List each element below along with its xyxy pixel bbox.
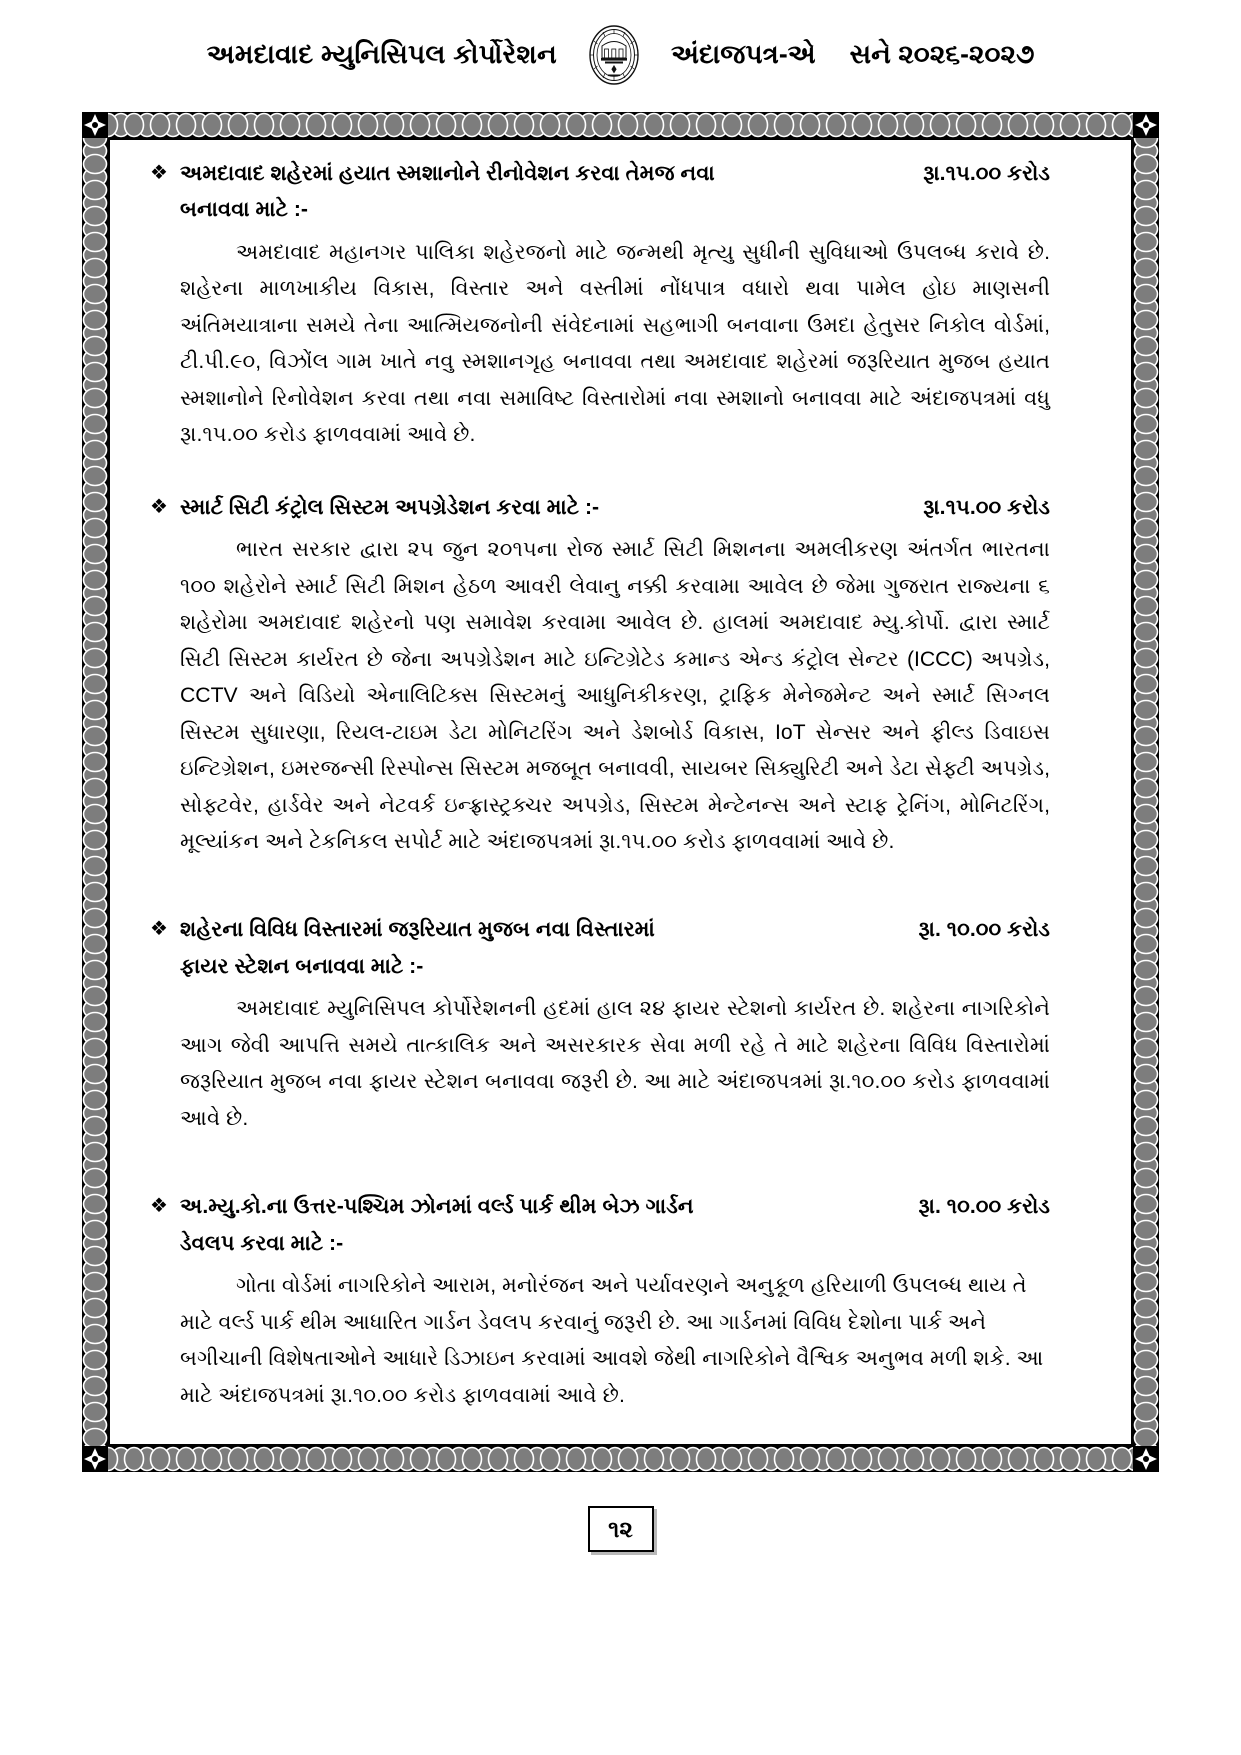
budget-item-title-line2: બનાવવા માટે :-: [180, 198, 308, 222]
organization-name: અમદાવાદ મ્યુનિસિપલ કોર્પોરેશન: [206, 39, 557, 69]
budget-item-title-line2: ડેવલપ કરવા માટે :-: [180, 1231, 344, 1255]
document-header-right: [671, 39, 1034, 71]
budget-item: [150, 156, 1050, 454]
page-header: [0, 0, 1241, 96]
border-corner-ornament-top-right: [1133, 112, 1159, 138]
budget-item: [150, 912, 1050, 1137]
diamond-bullet-icon: ❖: [150, 162, 168, 184]
budget-item-amount: રૂા.૧૫.૦૦ કરોડ: [923, 162, 1050, 185]
budget-item-heading: [150, 156, 1050, 192]
budget-item-amount: રૂા. ૧૦.૦૦ કરોડ: [918, 918, 1050, 942]
budget-item-title: [180, 490, 882, 526]
border-chain-band-top: [108, 112, 1133, 138]
budget-item-title-line1: અમદાવાદ શહેરમાં હયાત સ્મશાનોને રીનોવેશન કરવા તેમજ નવા: [180, 162, 715, 185]
section-spacer: [150, 480, 1050, 490]
budget-item-heading: [150, 1189, 1050, 1225]
budget-item-title-line1: સ્માર્ટ સિટી કંટ્રોલ સિસ્ટમ અપગ્રેડેશન કરવા માટે :-: [180, 495, 600, 519]
amc-municipal-seal-icon: [583, 24, 645, 86]
budget-document-title: અંદાજપત્ર-એ: [671, 39, 816, 69]
budget-item-title: [180, 1189, 882, 1225]
budget-item-description: ભારત સરકાર દ્વારા ૨૫ જુન ૨૦૧૫ના રોજ સ્માર્ટ સિટી મિશનના અમલીકરણ અંતર્ગત ભારતના ૧૦૦ શહેરોને સ્માર્ટ સિટી મિશન હેઠળ આવરી લેવાનુ નક્કી કરવામા આવેલ છે જેમા ગુજરાત રાજ્યના ૬ શહેરોમા અમદાવાદ શહેરનો પણ સમાવેશ કરવામા આવેલ છે. હાલમાં અમદાવાદ મ્યુ.કોર્પો. દ્વારા સ્માર્ટ સિટી સિસ્ટમ કાર્યરત છે જેના અપગ્રેડેશન માટે ઇન્ટિગ્રેટેડ કમાન્ડ એન્ડ કંટ્રોલ સેન્ટર (ICCC) અપગ્રેડ, CCTV અને વિડિયો એનાલિટિક્સ સિસ્ટમનું આધુનિકીકરણ, ટ્રાફિક મેનેજમેન્ટ અને સ્માર્ટ સિગ્નલ સિસ્ટમ સુધારણા, રિયલ-ટાઇમ ડેટા મોનિટરિંગ અને ડેશબોર્ડ વિકાસ, IoT સેન્સર અને ફીલ્ડ ડિવાઇસ ઇન્ટિગ્રેશન, ઇમરજન્સી રિસ્પોન્સ સિસ્ટમ મજબૂત બનાવવી, સાયબર સિક્યુરિટી અને ડેટા સેફ્ટી અપગ્રેડ, સોફ્ટવેર, હાર્ડવેર અને નેટવર્ક ઇન્ફ્રાસ્ટ્રક્ચર અપગ્રેડ, સિસ્ટમ મેન્ટેનન્સ અને સ્ટાફ ટ્રેનિંગ, મોનિટરિંગ, મૂલ્યાંકન અને ટેકનિકલ સપોર્ટ માટે અંદાજપત્રમાં રૂા.૧૫.૦૦ કરોડ ફાળવવામાં આવે છે.: [180, 538, 1050, 853]
budget-item-description: અમદાવાદ મહાનગર પાલિકા શહેરજનો માટે જન્મથી મૃત્યુ સુધીની સુવિધાઓ ઉપલબ્ધ કરાવે છે. શહેરના માળખાકીય વિકાસ, વિસ્તાર અને વસ્તીમાં નોંધપાત્ર વધારો થવા પામેલ હોઇ માણસની અંતિમયાત્રાના સમયે તેના આત્મિયજનોની સંવેદનામાં સહભાગી બનવાના ઉમદા હેતુસર નિકોલ વોર્ડમાં, ટી.પી.૯૦, વિઝોંલ ગામ ખાતે નવુ સ્મશાનગૃહ બનાવવા તથા અમદાવાદ શહેરમાં જરૂરિયાત મુજબ હયાત સ્મશાનોને રિનોવેશન કરવા તથા નવા સમાવિષ્ટ વિસ્તારોમાં નવા સ્મશાનો બનાવવા માટે અંદાજપત્રમાં વધુ રૂા.૧૫.૦૦ કરોડ ફાળવવામાં આવે છે.: [180, 240, 1050, 447]
budget-item-title-line2: ફાયર સ્ટેશન બનાવવા માટે :-: [180, 954, 424, 978]
budget-item-description: ગોતા વોર્ડમાં નાગરિકોને આરામ, મનોરંજન અને પર્યાવરણને અનુકૂળ હરિયાળી ઉપલબ્ધ થાય તે માટે વર્લ્ડ પાર્ક થીમ આધારિત ગાર્ડન ડેવલપ કરવાનું જરૂરી છે. આ ગાર્ડનમાં વિવિધ દેશોના પાર્ક અને બગીચાની વિશેષતાઓને આધારે ડિઝાઇન કરવામાં આવશે જેથી નાગરિકોને વૈશ્વિક અનુભવ મળી શકે. આ માટે અંદાજપત્રમાં રૂા.૧૦.૦૦ કરોડ ફાળવવામાં આવે છે.: [180, 1274, 1044, 1407]
budget-item-amount: રૂા.૧૫.૦૦ કરોડ: [923, 495, 1050, 519]
budget-item-heading: [150, 912, 1050, 948]
budget-item-title: [180, 912, 882, 948]
diamond-bullet-icon: ❖: [150, 1195, 168, 1218]
border-chain-band-right: [1133, 138, 1159, 1446]
budget-items-list: [150, 156, 1050, 1440]
page-number-badge: ૧૨: [588, 1506, 654, 1552]
budget-item-amount: રૂા. ૧૦.૦૦ કરોડ: [918, 1195, 1050, 1219]
budget-item-description: અમદાવાદ મ્યુનિસિપલ કોર્પોરેશનની હદમાં હાલ ૨૪ ફાયર સ્ટેશનો કાર્યરત છે. શહેરના નાગરિકોને આગ જેવી આપત્તિ સમયે તાત્કાલિક અને અસરકારક સેવા મળી રહે તે માટે શહેરના વિવિધ વિસ્તારોમાં જરૂરિયાત મુજબ નવા ફાયર સ્ટેશન બનાવવા જરૂરી છે. આ માટે અંદાજપત્રમાં રૂા.૧૦.૦૦ કરોડ ફાળવવામાં આવે છે.: [180, 997, 1050, 1130]
budget-year: સને ૨૦૨૬-૨૦૨૭: [849, 39, 1035, 69]
section-spacer: [150, 886, 1050, 912]
section-spacer: [150, 1163, 1050, 1189]
page-footer: [0, 1506, 1241, 1552]
budget-item-heading-cont: [150, 949, 1050, 985]
border-corner-ornament-bottom-right: [1133, 1446, 1159, 1472]
budget-item-heading-cont: [150, 192, 1050, 228]
diamond-bullet-icon: ❖: [150, 495, 168, 518]
border-corner-ornament-bottom-left: [82, 1446, 108, 1472]
border-chain-band-bottom: [108, 1446, 1133, 1472]
budget-item-heading-cont: [150, 1226, 1050, 1262]
budget-item: [150, 490, 1050, 861]
budget-item-title: [180, 156, 882, 192]
budget-item: [150, 1189, 1050, 1414]
budget-item-title-line1: શહેરના વિવિધ વિસ્તારમાં જરૂરિયાત મુજબ નવા વિસ્તારમાં: [180, 918, 655, 942]
border-corner-ornament-top-left: [82, 112, 108, 138]
budget-item-heading: [150, 490, 1050, 526]
diamond-bullet-icon: ❖: [150, 918, 168, 941]
budget-item-title-line1: અ.મ્યુ.કો.ના ઉત્તર-પશ્ચિમ ઝોનમાં વર્લ્ડ પાર્ક થીમ બેઝ ગાર્ડન: [180, 1195, 694, 1219]
border-chain-band-left: [82, 138, 108, 1446]
